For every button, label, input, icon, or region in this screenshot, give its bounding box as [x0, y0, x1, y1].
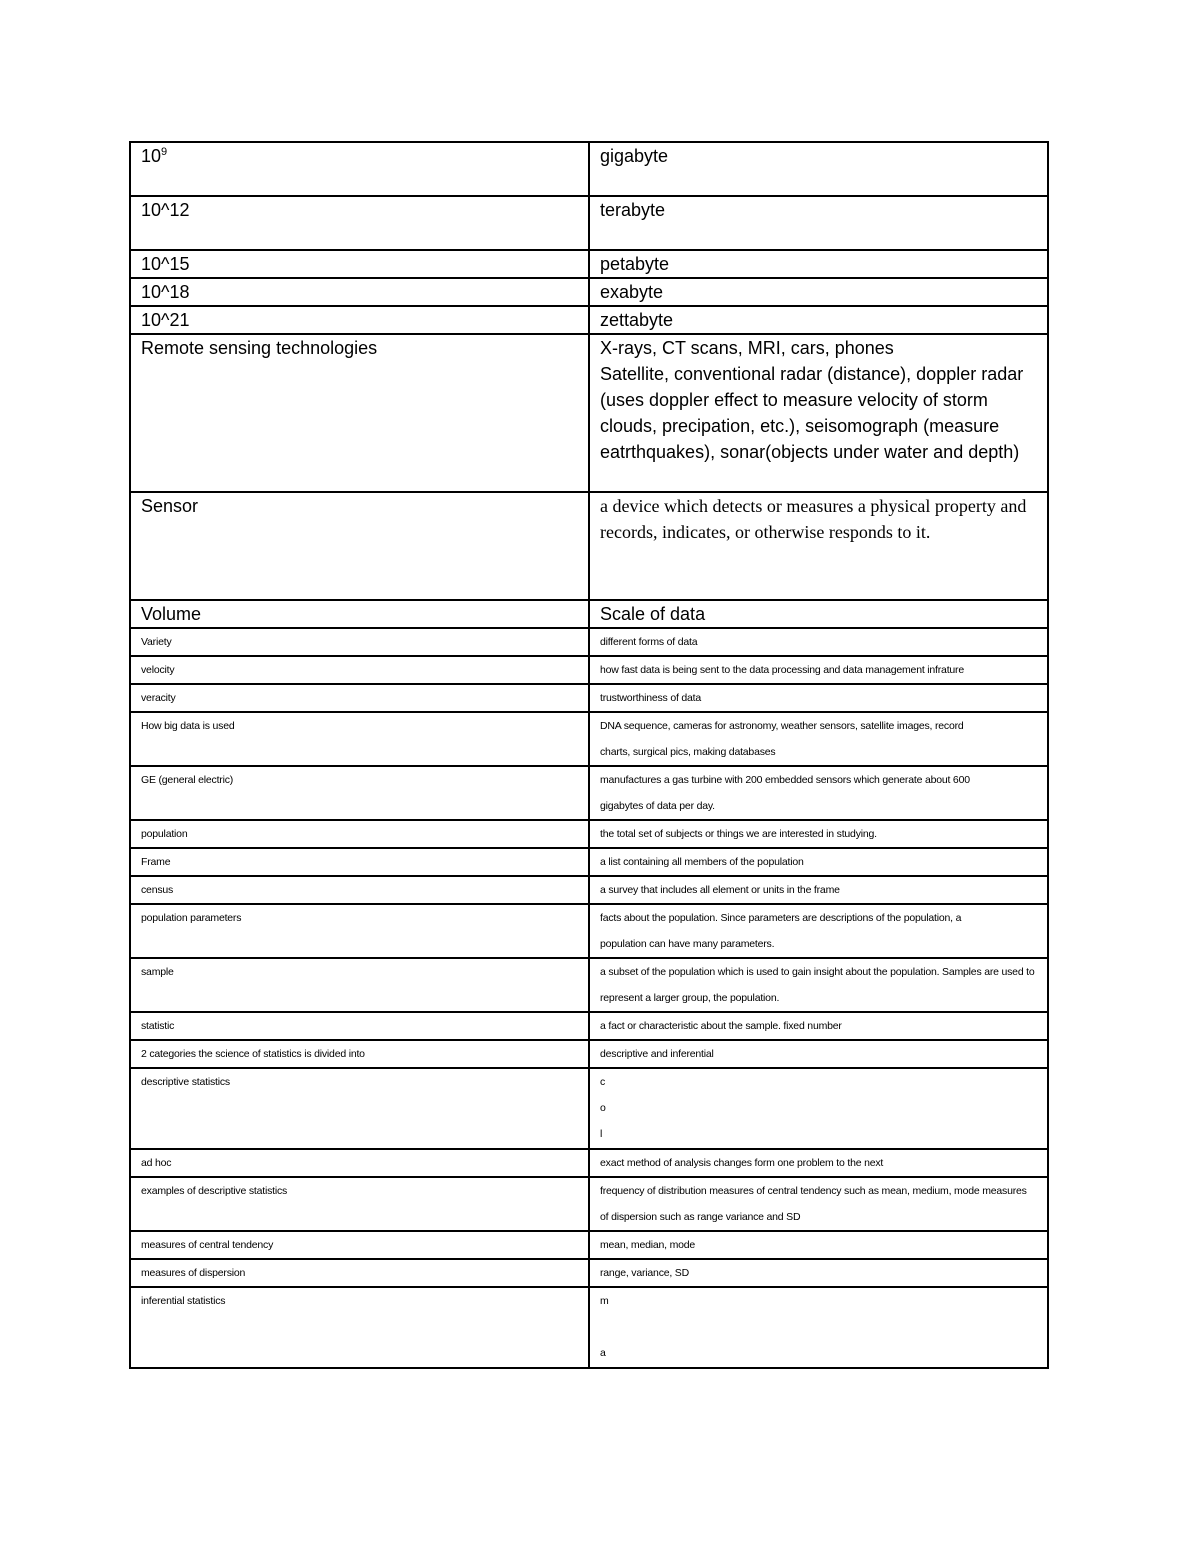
definition-cell: gigabyte [589, 142, 1048, 196]
definition-cell: zettabyte [589, 306, 1048, 334]
definition-cell: a list containing all members of the population [589, 848, 1048, 876]
table-row [130, 334, 1048, 492]
table-row [130, 628, 1048, 656]
definition-cell: exabyte [589, 278, 1048, 306]
term-cell: 10^15 [130, 250, 589, 278]
definition-cell: a device which detects or measures a physical property and records, indicates, or otherwise responds to it. [589, 492, 1048, 600]
definition-cell: descriptive and inferential [589, 1040, 1048, 1068]
definition-cell: different forms of data [589, 628, 1048, 656]
definition-cell [589, 904, 1048, 958]
term-cell: $10^9$ [130, 142, 589, 196]
definition-line: Satellite, conventional radar (distance), doppler radar (uses doppler effect to measure velocity of storm clouds, precipation, etc.), seisomograph (measure eatrthquakes), sonar(objects under water and depth) [600, 364, 1029, 462]
table-row [130, 876, 1048, 904]
definition-line: X-rays, CT scans, MRI, cars, phones [600, 338, 894, 358]
term-cell: Variety [130, 628, 589, 656]
table-row [130, 766, 1048, 820]
term-cell: Frame [130, 848, 589, 876]
table-row [130, 306, 1048, 334]
term-cell: GE (general electric) [130, 766, 589, 820]
term-cell: veracity [130, 684, 589, 712]
table-row [130, 1287, 1048, 1368]
definition-line: DNA sequence, cameras for astronomy, weather sensors, satellite images, record [600, 720, 964, 732]
term-cell: census [130, 876, 589, 904]
term-cell: 10^21 [130, 306, 589, 334]
table-row [130, 684, 1048, 712]
exponent: 9 [161, 146, 168, 158]
term-cell: 2 categories the science of statistics is divided into [130, 1040, 589, 1068]
definition-cell: how fast data is being sent to the data processing and data management infrature [589, 656, 1048, 684]
table-row [130, 1259, 1048, 1287]
table-row [130, 1012, 1048, 1040]
definition-cell: petabyte [589, 250, 1048, 278]
term-cell: Remote sensing technologies [130, 334, 589, 492]
table-row [130, 278, 1048, 306]
definition-line: o [600, 1102, 606, 1114]
term-cell: Sensor [130, 492, 589, 600]
definition-line: facts about the population. Since parameters are descriptions of the population, a [600, 912, 962, 924]
term-cell: 10^18 [130, 278, 589, 306]
table-row [130, 250, 1048, 278]
term-cell: Volume [130, 600, 589, 628]
definition-cell: terabyte [589, 196, 1048, 250]
table-row [130, 1149, 1048, 1177]
definition-cell: exact method of analysis changes form one problem to the next [589, 1149, 1048, 1177]
table-row [130, 958, 1048, 1012]
table-row [130, 820, 1048, 848]
term-cell: examples of descriptive statistics [130, 1177, 589, 1231]
definition-cell: a subset of the population which is used to gain insight about the population. Samples are used to represent a larger group, the population. [589, 958, 1048, 1012]
definition-line: population can have many parameters. [600, 938, 775, 950]
definition-line: c [600, 1076, 606, 1088]
definition-cell: the total set of subjects or things we are interested in studying. [589, 820, 1048, 848]
definition-cell [589, 334, 1048, 492]
table-row [130, 656, 1048, 684]
definition-cell [589, 712, 1048, 766]
definition-cell: a fact or characteristic about the sample. fixed number [589, 1012, 1048, 1040]
definition-cell: trustworthiness of data [589, 684, 1048, 712]
table-row [130, 1231, 1048, 1259]
table-row [130, 1040, 1048, 1068]
term-cell: population parameters [130, 904, 589, 958]
table-row [130, 142, 1048, 196]
term-cell: velocity [130, 656, 589, 684]
definition-line: manufactures a gas turbine with 200 embedded sensors which generate about 600 [600, 774, 970, 786]
definition-cell: frequency of distribution measures of central tendency such as mean, medium, mode measures of dispersion such as range variance and SD [589, 1177, 1048, 1231]
table-row [130, 848, 1048, 876]
table-row [130, 1068, 1048, 1149]
definition-cell: mean, median, mode [589, 1231, 1048, 1259]
term-cell: inferential statistics [130, 1287, 589, 1368]
term-cell: statistic [130, 1012, 589, 1040]
term-cell: measures of dispersion [130, 1259, 589, 1287]
table-row [130, 600, 1048, 628]
definition-line: l [600, 1128, 603, 1140]
notes-table [129, 141, 1049, 1369]
definition-cell [589, 1068, 1048, 1149]
definition-cell: Scale of data [589, 600, 1048, 628]
term-cell: measures of central tendency [130, 1231, 589, 1259]
term-cell: population [130, 820, 589, 848]
table-row [130, 712, 1048, 766]
term-cell: sample [130, 958, 589, 1012]
term-cell: descriptive statistics [130, 1068, 589, 1149]
table-row [130, 492, 1048, 600]
definition-line: charts, surgical pics, making databases [600, 746, 776, 758]
definition-line [600, 1314, 1037, 1340]
definition-cell [589, 766, 1048, 820]
definition-cell: range, variance, SD [589, 1259, 1048, 1287]
term-cell: 10^12 [130, 196, 589, 250]
definition-line: m [600, 1295, 609, 1307]
definition-line: a [600, 1347, 606, 1359]
definition-cell: a survey that includes all element or units in the frame [589, 876, 1048, 904]
definition-cell [589, 1287, 1048, 1368]
term-cell: How big data is used [130, 712, 589, 766]
table-row [130, 1177, 1048, 1231]
definition-line: gigabytes of data per day. [600, 800, 715, 812]
term-cell: ad hoc [130, 1149, 589, 1177]
table-row [130, 196, 1048, 250]
table-row [130, 904, 1048, 958]
